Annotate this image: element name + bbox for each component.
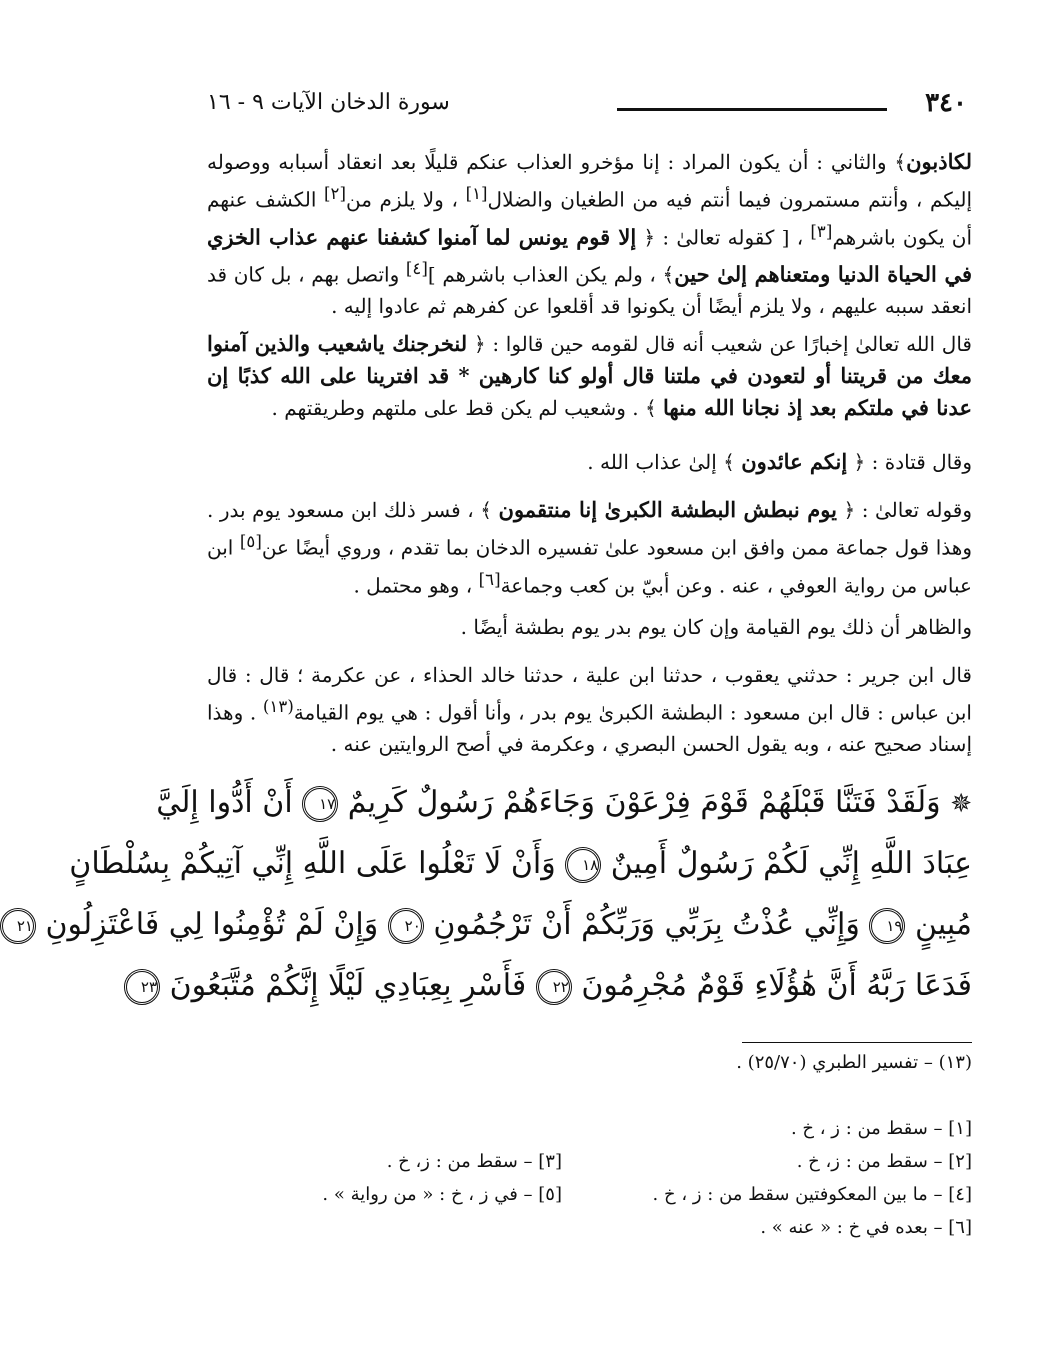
quran-verses: [16, 772, 972, 1016]
footnote-ref: [١]: [465, 184, 488, 203]
ayah-number-marker: ٢١: [0, 908, 36, 944]
paragraph-3: وقال قتادة : ﴿ إنكم عائدون ﴾ إلىٰ عذاب الله .: [587, 449, 972, 474]
verse-line-1: ✵ وَلَقَدْ فَتَنَّا قَبْلَهُمْ قَوْمَ فِرْعَوْنَ وَجَاءَهُمْ رَسُولٌ كَرِيمٌ ١٧ أَنْ أَدُّوا إِلَيَّ: [156, 785, 972, 820]
verse-line-2: عِبَادَ اللَّهِ إِنِّي لَكُمْ رَسُولٌ أَمِينٌ ١٨ وَأَنْ لَا تَعْلُوا عَلَى اللَّهِ إِنِّي آتِيكُمْ بِسُلْطَانٍ: [69, 846, 972, 881]
ayah-number-marker: ١٨: [565, 847, 601, 883]
running-title: سورة الدخان الآيات ٩ - ١٦: [207, 90, 450, 115]
footnote-6: [٦] – بعده في خ : « عنه » .: [760, 1217, 972, 1238]
paragraph-6: قال ابن جرير : حدثني يعقوب ، حدثنا ابن علية ، حدثنا خالد الحذاء ، عن عكرمة ؛ قال : قال ابن عباس : قال ابن مسعود : البطشة الكبرىٰ يوم بدر ، وأنا أقول : هي يوم القيامة$^{(١٣)}$ . وهذا إسناد صحيح عنه ، وبه يقول الحسن البصري ، وعكرمة في أصح الروايتين عنه .: [207, 663, 972, 756]
footnote-divider: [742, 1042, 972, 1043]
paragraph-4: وقوله تعالىٰ : ﴿ يوم نبطش البطشة الكبرىٰ إنا منتقمون ﴾ ، فسر ذلك ابن مسعود يوم بدر . وهذا قول جماعة ممن وافق ابن مسعود علىٰ تفسيره الدخان بما تقدم ، وروي أيضًا عن[٥] ابن عباس من رواية العوفي ، عنه . وعن أبيّ بن كعب وجماعة[٦] ، وهو محتمل .: [207, 497, 972, 598]
ayah-number-marker: ٢٣: [124, 969, 160, 1005]
book-page: [16, 0, 1062, 1353]
page-number: ٣٤٠: [925, 88, 967, 118]
quran-quote: إنكم عائدون: [741, 449, 848, 474]
quran-quote: لنخرجنك ياشعيب والذين آمنوا معك من قريتنا أو لتعودن في ملتنا قال أولو كنا كارهين * قد افترينا على الله كذبًا إن عدنا في ملتكم بعد إذ نجانا الله منها: [207, 331, 972, 420]
footnote-ref: [٦]: [478, 569, 501, 589]
star-ornament-icon: ✵: [950, 789, 972, 819]
footnote-4: [٤] – ما بين المعكوفتين سقط من : ز ، خ .: [652, 1184, 972, 1205]
header-rule: [617, 108, 887, 111]
quran-quote: لكاذبون: [906, 149, 972, 174]
footnote-2: [٢] – سقط من : ز، خ .: [796, 1151, 972, 1172]
ayah-number-marker: ٢٢: [536, 969, 572, 1005]
footnote-ref: [٢]: [324, 184, 346, 203]
footnote-ref: [٥]: [239, 532, 262, 551]
ayah-number-marker: ٢٠: [388, 908, 424, 944]
quran-quote: يوم نبطش البطشة الكبرىٰ إنا منتقمون: [498, 497, 837, 522]
paragraph-5: والظاهر أن ذلك يوم القيامة وإن كان يوم بدر يوم بطشة أيضًا .: [460, 615, 972, 639]
footnote-ref: [٤]: [405, 259, 428, 279]
footnotes: [207, 1052, 972, 1252]
footnote-1: [١] – سقط من : ز ، خ .: [790, 1118, 972, 1139]
ayah-number-marker: ١٧: [302, 786, 338, 822]
quran-quote: إلا قوم يونس لما آمنوا كشفنا عنهم عذاب الخزي في الحياة الدنيا ومتعناهم إلىٰ حين: [207, 224, 972, 287]
verse-line-4: فَدَعَا رَبَّهُ أَنَّ هَٰؤُلَاءِ قَوْمٌ مُجْرِمُونَ ٢٢ فَأَسْرِ بِعِبَادِي لَيْلًا إِنَّكُمْ مُتَّبَعُونَ ٢٣: [227, 955, 972, 1016]
footnote-ref: [٣]: [810, 221, 833, 241]
verse-line-3: مُبِينٍ ١٩ وَإِنِّي عُذْتُ بِرَبِّي وَرَبِّكُمْ أَنْ تَرْجُمُونِ ٢٠ وَإِنْ لَمْ تُؤْمِنُوا لِي فَاعْتَزِلُونِ ٢١: [227, 894, 972, 955]
paragraph-1: لكاذبون﴾ والثاني : أن يكون المراد : إنا مؤخرو العذاب عنكم قليلًا بعد انعقاد أسبابه ووصوله إليكم ، وأنتم مستمرون فيما أنتم فيه من الطغيان والضلال[١] ، ولا يلزم من[٢] الكشف عنهم أن يكون باشرهم[٣] ، [ كقوله تعالىٰ : ﴿ إلا قوم يونس لما آمنوا كشفنا عنهم عذاب الخزي في الحياة الدنيا ومتعناهم إلىٰ حين﴾ ، ولم يكن العذاب باشرهم ][٤] واتصل بهم ، بل كان قد انعقد سببه عليهم ، ولا يلزم أيضًا أن يكونوا قد أقلعوا عن كفرهم ثم عادوا إليه .: [207, 149, 973, 318]
footnote-3: [٣] – سقط من : ز، خ .: [386, 1151, 562, 1172]
page-header: [207, 88, 967, 122]
footnote-5: [٥] – في ز ، خ : « من رواية » .: [322, 1184, 562, 1205]
paragraph-2: قال الله تعالىٰ إخبارًا عن شعيب أنه قال لقومه حين قالوا : ﴿ لنخرجنك ياشعيب والذين آمنوا معك من قريتنا أو لتعودن في ملتنا قال أولو كنا كارهين * قد افترينا على الله كذبًا إن عدنا في ملتكم بعد إذ نجانا الله منها ﴾ . وشعيب لم يكن قط على ملتهم وطريقتهم .: [207, 331, 972, 420]
footnote-ref: (١٣): [262, 697, 294, 716]
ayah-number-marker: ١٩: [869, 908, 905, 944]
footnote-13: (١٣) – تفسير الطبري (٢٥/٧٠) .: [736, 1052, 972, 1073]
